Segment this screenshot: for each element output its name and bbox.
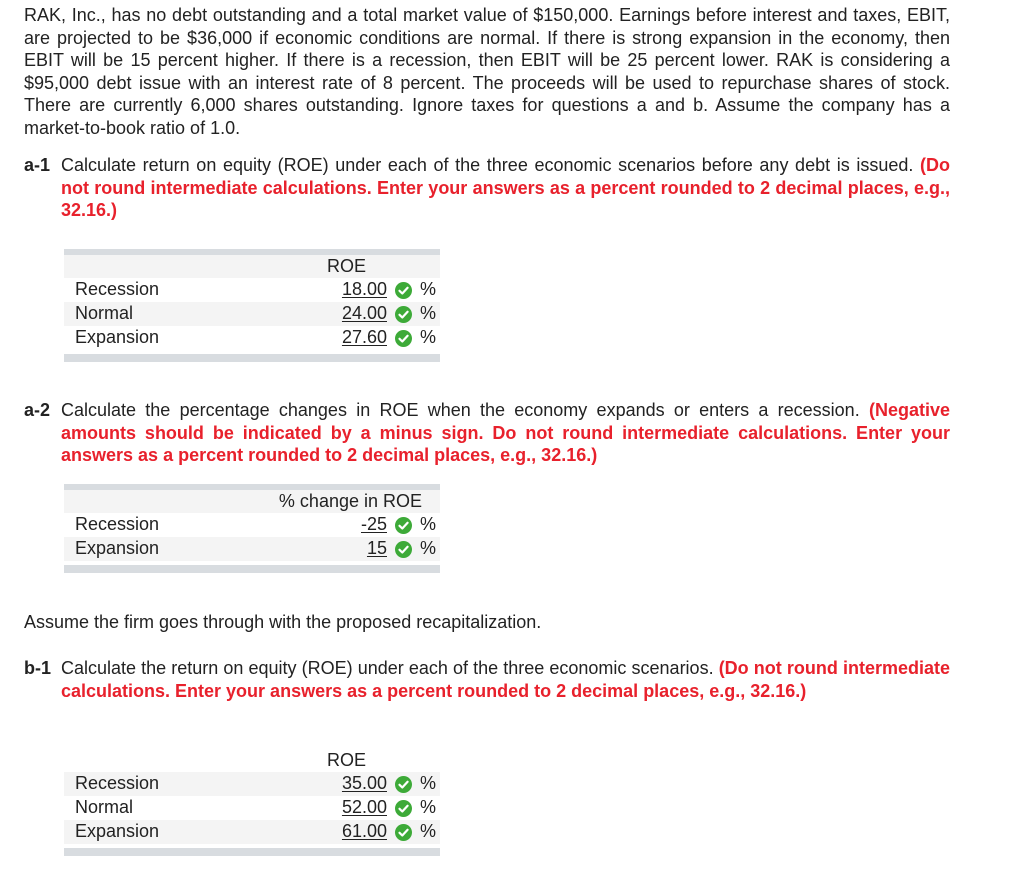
answer-value[interactable]: 27.60 <box>341 327 387 347</box>
answer-value[interactable]: 24.00 <box>341 303 387 323</box>
check-icon <box>395 282 412 299</box>
percent-unit: % <box>420 773 437 793</box>
row-label: Expansion <box>75 327 160 347</box>
table-row <box>64 513 440 537</box>
percent-unit: % <box>420 303 437 323</box>
answer-cell <box>341 327 437 348</box>
answer-value[interactable]: 15 <box>366 538 387 558</box>
percent-unit: % <box>420 279 437 299</box>
roe-change-table-a2 <box>64 484 440 573</box>
percent-unit: % <box>420 327 437 347</box>
percent-unit: % <box>420 538 437 558</box>
question-b1 <box>24 657 950 702</box>
percent-unit: % <box>420 797 437 817</box>
table-footer-bar <box>64 565 440 573</box>
table-row <box>64 820 440 844</box>
answer-value[interactable]: -25 <box>360 514 387 534</box>
question-text: Calculate the percentage changes in ROE when the economy expands or enters a recession. <box>61 400 860 420</box>
column-header: % change in ROE <box>278 491 422 511</box>
answer-cell <box>341 773 437 794</box>
table-header-row <box>64 249 440 278</box>
question-text: Calculate return on equity (ROE) under each of the three economic scenarios before any debt is issued. <box>61 155 914 175</box>
row-label: Recession <box>75 773 160 793</box>
table-header-row <box>64 484 440 513</box>
question-number: b-1 <box>24 658 51 678</box>
answer-cell <box>360 514 437 535</box>
column-header: ROE <box>326 256 366 276</box>
table-row <box>64 796 440 820</box>
answer-value[interactable]: 52.00 <box>341 797 387 817</box>
row-label: Recession <box>75 514 160 534</box>
question-number: a-2 <box>24 400 51 420</box>
question-a1 <box>24 154 950 222</box>
percent-unit: % <box>420 821 437 841</box>
answer-cell <box>366 538 437 559</box>
check-icon <box>395 776 412 793</box>
table-footer-bar <box>64 354 440 362</box>
question-text: Calculate the return on equity (ROE) under each of the three economic scenarios. <box>61 658 714 678</box>
table-row <box>64 537 440 561</box>
row-label: Recession <box>75 279 160 299</box>
check-icon <box>395 517 412 534</box>
answer-value[interactable]: 35.00 <box>341 773 387 793</box>
roe-table-a1 <box>64 249 440 362</box>
row-label: Normal <box>75 303 134 323</box>
table-row <box>64 772 440 796</box>
roe-table-b1 <box>64 743 440 856</box>
table-row <box>64 302 440 326</box>
check-icon <box>395 330 412 347</box>
assumption-text: Assume the firm goes through with the proposed recapitalization. <box>24 612 542 632</box>
check-icon <box>395 800 412 817</box>
table-row <box>64 278 440 302</box>
question-a2 <box>24 399 950 467</box>
check-icon <box>395 306 412 323</box>
problem-intro: RAK, Inc., has no debt outstanding and a total market value of $150,000. Earnings before interest and taxes, EBIT, are projected to be $36,000 if economic conditions are normal. If there is strong expansion in the economy, then EBIT will be 15 percent higher. If there is a recession, then EBIT will be 25 percent lower. RAK is considering a $95,000 debt issue with an interest rate of 8 percent. The proceeds will be used to repurchase shares of stock. There are currently 6,000 shares outstanding. Ignore taxes for questions a and b. Assume the company has a market-to-book ratio of 1.0. <box>24 5 950 138</box>
check-icon <box>395 541 412 558</box>
row-label: Expansion <box>75 538 160 558</box>
question-instruction: (Negative amounts should be indicated by a minus sign. Do not round intermediate calculations. Enter your answers as a percent rounded to 2 decimal places, e.g., 32.16.) <box>61 400 950 465</box>
row-label: Normal <box>75 797 134 817</box>
row-label: Expansion <box>75 821 160 841</box>
answer-cell <box>341 821 437 842</box>
table-footer-bar <box>64 848 440 856</box>
answer-value[interactable]: 61.00 <box>341 821 387 841</box>
percent-unit: % <box>420 514 437 534</box>
check-icon <box>395 824 412 841</box>
question-instruction: (Do not round intermediate calculations. Enter your answers as a percent rounded to 2 decimal places, e.g., 32.16.) <box>61 658 950 701</box>
answer-cell <box>341 303 437 324</box>
table-header-row <box>64 743 440 772</box>
question-number: a-1 <box>24 155 51 175</box>
table-row <box>64 326 440 350</box>
question-instruction: (Do not round intermediate calculations. Enter your answers as a percent rounded to 2 decimal places, e.g., 32.16.) <box>61 155 950 220</box>
column-header: ROE <box>326 750 366 770</box>
answer-cell <box>341 279 437 300</box>
answer-value[interactable]: 18.00 <box>341 279 387 299</box>
answer-cell <box>341 797 437 818</box>
